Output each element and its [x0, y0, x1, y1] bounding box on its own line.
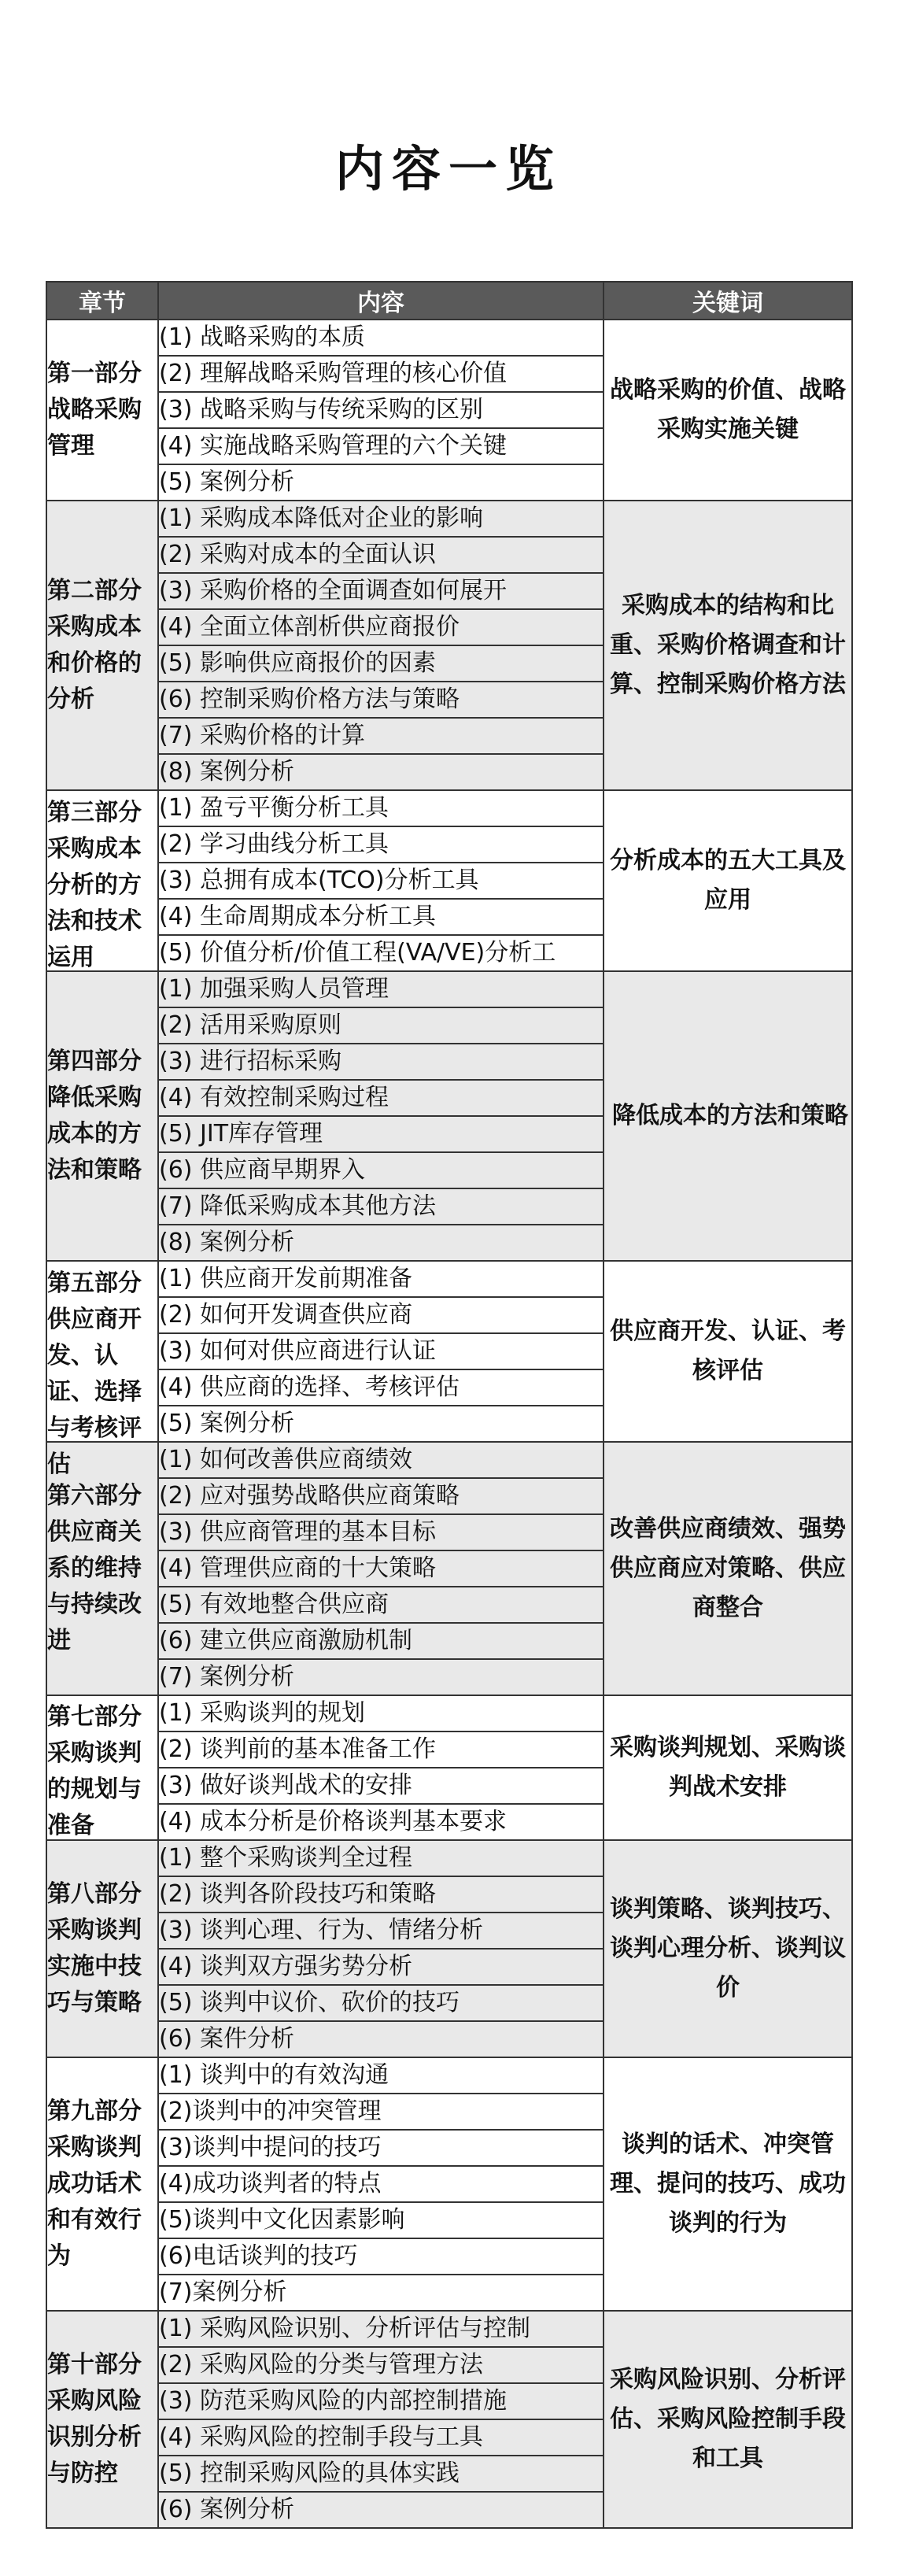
content-item: (6)电话谈判的技巧: [158, 2238, 604, 2275]
chapter-cell: [46, 1840, 158, 2057]
keywords-cell: 采购谈判规划、采购谈判战术安排: [604, 1695, 852, 1840]
content-item: (3) 谈判心理、行为、情绪分析: [158, 1913, 604, 1949]
content-item: (4) 实施战略采购管理的六个关键: [158, 428, 604, 464]
keywords-cell: 谈判的话术、冲突管理、提问的技巧、成功谈判的行为: [604, 2057, 852, 2311]
content-item: (1) 谈判中的有效沟通: [158, 2057, 604, 2094]
chapter-cell: [46, 971, 158, 1261]
content-item: (2) 采购对成本的全面认识: [158, 537, 604, 573]
chapter-cell: [46, 501, 158, 790]
content-item: (2)谈判中的冲突管理: [158, 2094, 604, 2130]
chapter-title: 第六部分供应商关系的维持与持续改进: [47, 1482, 142, 1654]
chapter-title: 第九部分采购谈判成功话术和有效行为: [47, 2097, 142, 2270]
header-chapter: 章节: [46, 282, 158, 320]
content-item: (2) 谈判前的基本准备工作: [158, 1732, 604, 1768]
content-item: (1) 供应商开发前期准备: [158, 1261, 604, 1297]
content-item: (3) 防范采购风险的内部控制措施: [158, 2383, 604, 2419]
chapter-title: 第一部分战略采购管理: [47, 360, 142, 460]
content-item: (2) 活用采购原则: [158, 1007, 604, 1044]
header-keywords: 关键词: [604, 282, 852, 320]
content-item: (2) 应对强势战略供应商策略: [158, 1478, 604, 1514]
chapter-title: 第四部分降低采购成本的方法和策略: [47, 1048, 142, 1184]
content-item: (5) 价值分析/价值工程(VA/VE)分析工: [158, 935, 604, 971]
keywords-cell: 战略采购的价值、战略采购实施关键: [604, 320, 852, 501]
content-item: (5) 案例分析: [158, 464, 604, 501]
content-item: (1) 采购风险识别、分析评估与控制: [158, 2311, 604, 2347]
content-item: (1) 盈亏平衡分析工具: [158, 790, 604, 826]
chapter-cell: [46, 1442, 158, 1695]
table-row: [46, 501, 852, 537]
content-item: (5) 案例分析: [158, 1406, 604, 1442]
content-item: (4) 管理供应商的十大策略: [158, 1550, 604, 1587]
table-row: [46, 790, 852, 826]
keywords-cell: 改善供应商绩效、强势供应商应对策略、供应商整合: [604, 1442, 852, 1695]
chapter-cell: [46, 320, 158, 501]
content-item: (3) 供应商管理的基本目标: [158, 1514, 604, 1550]
content-item: (1) 整个采购谈判全过程: [158, 1840, 604, 1876]
content-item: (4) 采购风险的控制手段与工具: [158, 2419, 604, 2456]
content-item: (2) 学习曲线分析工具: [158, 826, 604, 863]
content-item: (4) 有效控制采购过程: [158, 1080, 604, 1116]
content-item: (2) 采购风险的分类与管理方法: [158, 2347, 604, 2383]
content-item: (7) 采购价格的计算: [158, 718, 604, 754]
chapter-title: 第十部分采购风险识别分析与防控: [47, 2351, 142, 2487]
table-row: [46, 2311, 852, 2347]
content-item: (1) 战略采购的本质: [158, 320, 604, 356]
content-item: (2) 谈判各阶段技巧和策略: [158, 1876, 604, 1913]
content-item: (1) 如何改善供应商绩效: [158, 1442, 604, 1478]
table-row: [46, 320, 852, 356]
keywords-cell: 供应商开发、认证、考核评估: [604, 1261, 852, 1442]
content-item: (7)案例分析: [158, 2275, 604, 2311]
chapter-cell: [46, 1261, 158, 1478]
chapter-title: 第七部分采购谈判的规划与准备: [47, 1703, 142, 1839]
content-item: (5) 控制采购风险的具体实践: [158, 2456, 604, 2492]
content-item: (3)谈判中提问的技巧: [158, 2130, 604, 2166]
content-item: (5)谈判中文化因素影响: [158, 2202, 604, 2238]
chapter-cell: [46, 1695, 158, 1840]
content-item: (1) 采购谈判的规划: [158, 1695, 604, 1732]
content-item: (4) 成本分析是价格谈判基本要求: [158, 1804, 604, 1840]
content-item: (4) 供应商的选择、考核评估: [158, 1369, 604, 1406]
content-item: (3) 战略采购与传统采购的区别: [158, 392, 604, 428]
chapter-title: 第八部分采购谈判实施中技巧与策略: [47, 1880, 142, 2016]
content-item: (6) 案件分析: [158, 2021, 604, 2057]
table-row: [46, 2057, 852, 2094]
content-item: (5) 有效地整合供应商: [158, 1587, 604, 1623]
chapter-title: 第二部分采购成本和价格的分析: [47, 577, 142, 713]
table-row: [46, 1261, 852, 1297]
content-item: (3) 总拥有成本(TCO)分析工具: [158, 863, 604, 899]
content-item: (7) 案例分析: [158, 1659, 604, 1695]
content-item: (6) 建立供应商激励机制: [158, 1623, 604, 1659]
page-title: 内容一览: [334, 140, 562, 198]
content-item: (3) 进行招标采购: [158, 1044, 604, 1080]
content-item: (8) 案例分析: [158, 754, 604, 790]
content-item: (4) 生命周期成本分析工具: [158, 899, 604, 935]
content-item: (3) 做好谈判战术的安排: [158, 1768, 604, 1804]
chapter-title: 第五部分供应商开发、认证、选择与考核评估: [47, 1270, 142, 1478]
content-item: (6) 案例分析: [158, 2492, 604, 2528]
chapter-cell: [46, 2311, 158, 2528]
content-item: (4)成功谈判者的特点: [158, 2166, 604, 2202]
content-item: (4) 全面立体剖析供应商报价: [158, 609, 604, 645]
content-table: [46, 281, 853, 2529]
content-item: (8) 案例分析: [158, 1225, 604, 1261]
table-header-row: [46, 282, 852, 320]
content-item: (6) 控制采购价格方法与策略: [158, 682, 604, 718]
content-item: (5) 谈判中议价、砍价的技巧: [158, 1985, 604, 2021]
chapter-cell: [46, 2057, 158, 2311]
content-item: (2) 如何开发调查供应商: [158, 1297, 604, 1333]
content-item: (1) 加强采购人员管理: [158, 971, 604, 1007]
content-item: (7) 降低采购成本其他方法: [158, 1188, 604, 1225]
table-row: [46, 971, 852, 1007]
keywords-cell: 分析成本的五大工具及应用: [604, 790, 852, 971]
keywords-cell: 谈判策略、谈判技巧、谈判心理分析、谈判议价: [604, 1840, 852, 2057]
content-item: (4) 谈判双方强劣势分析: [158, 1949, 604, 1985]
keywords-cell: 采购风险识别、分析评估、采购风险控制手段和工具: [604, 2311, 852, 2528]
table-row: [46, 1695, 852, 1732]
table-row: [46, 1840, 852, 1876]
content-item: (3) 如何对供应商进行认证: [158, 1333, 604, 1369]
header-content: 内容: [158, 282, 604, 320]
content-item: (2) 理解战略采购管理的核心价值: [158, 356, 604, 392]
chapter-cell: [46, 790, 158, 971]
content-item: (5) 影响供应商报价的因素: [158, 645, 604, 682]
table-row: [46, 1442, 852, 1478]
content-item: (3) 采购价格的全面调查如何展开: [158, 573, 604, 609]
keywords-cell: 采购成本的结构和比重、采购价格调查和计算、控制采购价格方法: [604, 501, 852, 790]
content-item: (1) 采购成本降低对企业的影响: [158, 501, 604, 537]
keywords-cell: 降低成本的方法和策略: [604, 971, 852, 1261]
content-item: (6) 供应商早期界入: [158, 1152, 604, 1188]
chapter-title: 第三部分采购成本分析的方法和技术运用: [47, 799, 142, 971]
content-item: (5) JIT库存管理: [158, 1116, 604, 1152]
